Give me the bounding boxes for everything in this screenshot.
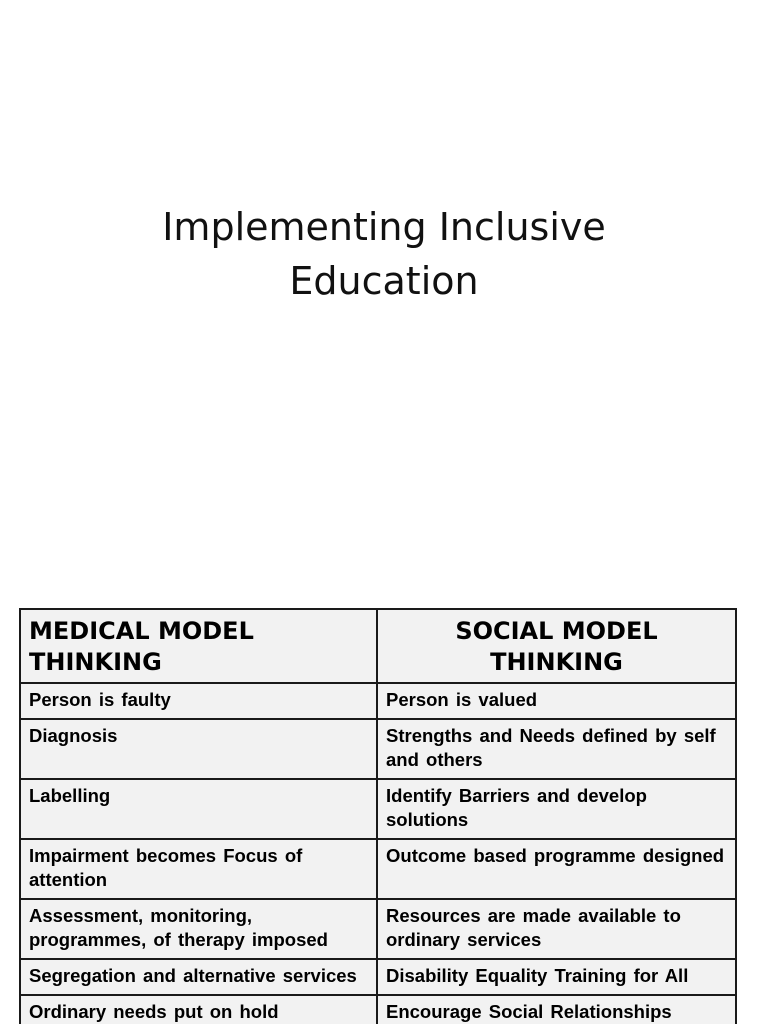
- table-row: [20, 899, 736, 959]
- social-cell: Identify Barriers and develop solutions: [377, 779, 736, 839]
- slide-title: [0, 200, 768, 308]
- medical-cell: Ordinary needs put on hold: [20, 995, 377, 1024]
- social-cell: Person is valued: [377, 683, 736, 719]
- medical-cell: Labelling: [20, 779, 377, 839]
- slide-title-line-1: Implementing Inclusive: [162, 205, 606, 249]
- social-cell: Disability Equality Training for All: [377, 959, 736, 995]
- table-row: [20, 719, 736, 779]
- medical-cell: Diagnosis: [20, 719, 377, 779]
- header-social-model: SOCIAL MODEL THINKING: [377, 609, 736, 683]
- table-header-row: [20, 609, 736, 683]
- comparison-table: [19, 608, 737, 1024]
- table-row: [20, 839, 736, 899]
- medical-cell: Assessment, monitoring, programmes, of therapy imposed: [20, 899, 377, 959]
- medical-cell: Segregation and alternative services: [20, 959, 377, 995]
- table-row: [20, 995, 736, 1024]
- table-row: [20, 683, 736, 719]
- header-medical-model: MEDICAL MODEL THINKING: [20, 609, 377, 683]
- social-cell: Encourage Social Relationships: [377, 995, 736, 1024]
- social-cell: Strengths and Needs defined by self and others: [377, 719, 736, 779]
- table-row: [20, 779, 736, 839]
- social-cell: Outcome based programme designed: [377, 839, 736, 899]
- table-row: [20, 959, 736, 995]
- slide-title-line-2: Education: [289, 259, 479, 303]
- social-cell: Resources are made available to ordinary services: [377, 899, 736, 959]
- medical-cell: Impairment becomes Focus of attention: [20, 839, 377, 899]
- medical-cell: Person is faulty: [20, 683, 377, 719]
